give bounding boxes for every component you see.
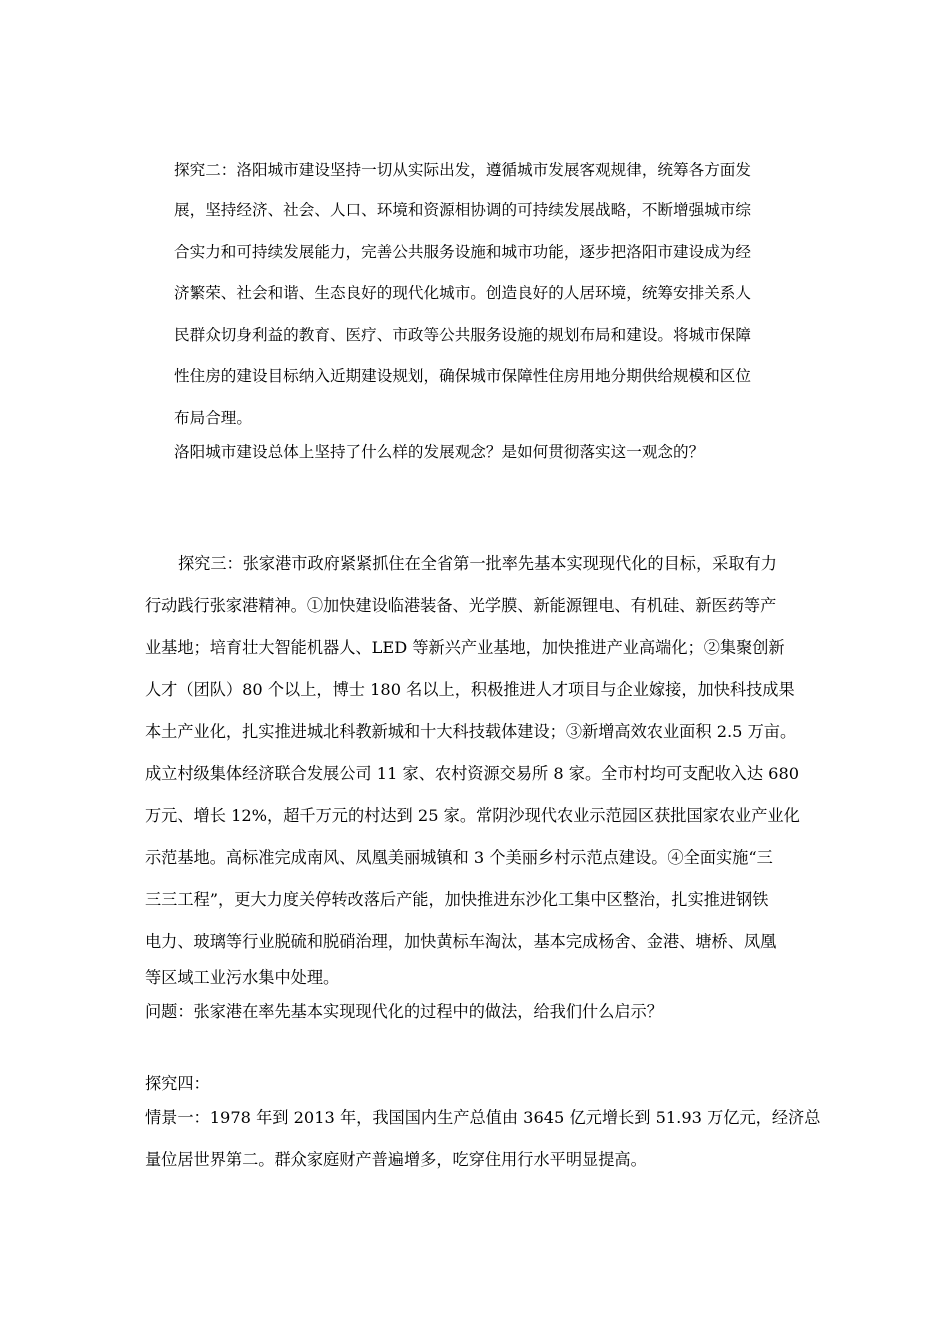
explore-three-line-11: 等区域工业污水集中处理。 xyxy=(145,968,340,987)
explore-two-line-5: 民群众切身利益的教育、医疗、市政等公共服务设施的规划布局和建设。将城市保障 xyxy=(174,326,751,344)
explore-two-line-4: 济繁荣、社会和谐、生态良好的现代化城市。创造良好的人居环境，统筹安排关系人 xyxy=(174,284,751,302)
explore-three-line-1: 探究三：张家港市政府紧紧抓住在全省第一批率先基本实现现代化的目标，采取有力 xyxy=(178,554,777,573)
explore-three-line-4: 人才（团队）80 个以上，博士 180 名以上，积极推进人才项目与企业嫁接，加快科技成果 xyxy=(145,680,795,699)
explore-three-line-9: 三三工程”，更大力度关停转改落后产能，加快推进东沙化工集中区整治，扎实推进钢铁 xyxy=(145,890,769,909)
explore-two-question: 洛阳城市建设总体上坚持了什么样的发展观念？是如何贯彻落实这一观念的？ xyxy=(174,443,705,461)
explore-two-line-1: 探究二：洛阳城市建设坚持一切从实际出发，遵循城市发展客观规律，统筹各方面发 xyxy=(174,161,751,179)
explore-two-line-6: 性住房的建设目标纳入近期建设规划，确保城市保障性住房用地分期供给规模和区位 xyxy=(174,367,751,385)
explore-three-line-7: 万元、增长 12%，超千万元的村达到 25 家。常阴沙现代农业示范园区获批国家农业产业化 xyxy=(145,806,800,825)
explore-three-line-8: 示范基地。高标准完成南风、凤凰美丽城镇和 3 个美丽乡村示范点建设。④全面实施“三 xyxy=(145,848,773,867)
explore-four-line-1: 情景一：1978 年到 2013 年，我国国内生产总值由 3645 亿元增长到 51.93 万亿元，经济总 xyxy=(145,1108,821,1127)
explore-three-line-10: 电力、玻璃等行业脱硫和脱硝治理，加快黄标车淘汰，基本完成杨舍、金港、塘桥、凤凰 xyxy=(145,932,777,951)
explore-two-line-7: 布局合理。 xyxy=(174,409,252,427)
explore-four-heading: 探究四： xyxy=(145,1074,210,1093)
explore-three-question: 问题：张家港在率先基本实现现代化的过程中的做法，给我们什么启示？ xyxy=(145,1002,663,1021)
explore-three-line-3: 业基地；培育壮大智能机器人、LED 等新兴产业基地，加快推进产业高端化；②集聚创新 xyxy=(145,638,785,657)
explore-three-line-6: 成立村级集体经济联合发展公司 11 家、农村资源交易所 8 家。全市村均可支配收入达 680 xyxy=(145,764,800,783)
explore-two-line-2: 展，坚持经济、社会、人口、环境和资源相协调的可持续发展战略，不断增强城市综 xyxy=(174,201,751,219)
explore-four-line-2: 量位居世界第二。群众家庭财产普遍增多，吃穿住用行水平明显提高。 xyxy=(145,1150,647,1169)
explore-three-line-2: 行动践行张家港精神。①加快建设临港装备、光学膜、新能源锂电、有机硅、新医药等产 xyxy=(145,596,777,615)
explore-three-line-5: 本土产业化，扎实推进城北科教新城和十大科技载体建设；③新增高效农业面积 2.5 万亩。 xyxy=(145,722,797,741)
explore-two-line-3: 合实力和可持续发展能力，完善公共服务设施和城市功能，逐步把洛阳市建设成为经 xyxy=(174,243,751,261)
